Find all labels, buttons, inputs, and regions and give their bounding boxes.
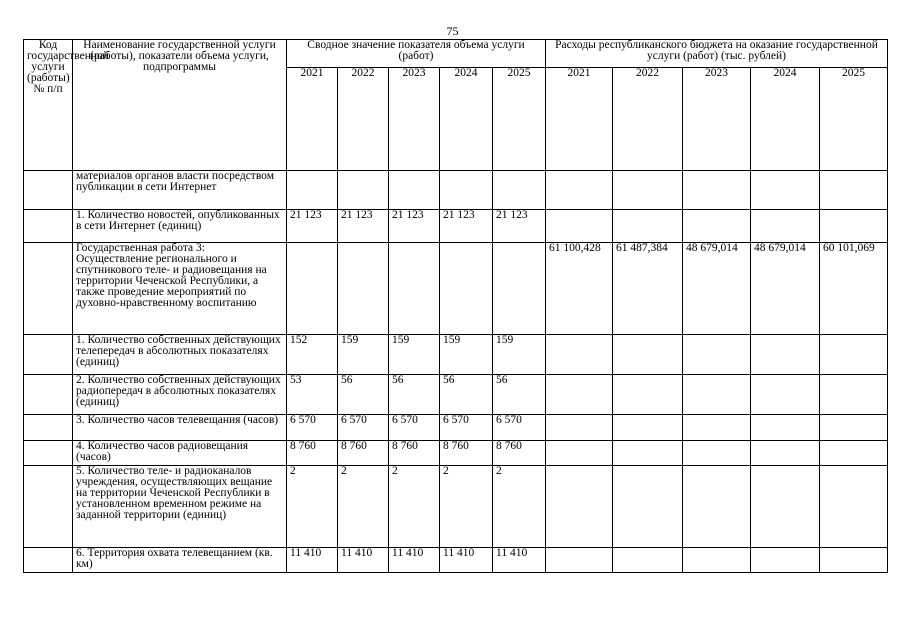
volume-value-cell: 6 570 — [338, 415, 389, 441]
header-year: 2023 — [389, 67, 440, 171]
budget-value-cell — [546, 548, 613, 573]
volume-value-cell: 8 760 — [389, 440, 440, 466]
volume-value-cell — [493, 242, 546, 334]
volume-value-cell: 8 760 — [440, 440, 493, 466]
budget-value-cell — [546, 171, 613, 210]
table-row — [24, 210, 888, 243]
row-code-cell — [24, 548, 73, 573]
volume-value-cell — [338, 171, 389, 210]
services-table — [23, 39, 888, 573]
budget-value-cell — [613, 210, 683, 243]
row-code-cell — [24, 210, 73, 243]
budget-value-cell: 61 487,384 — [613, 242, 683, 334]
volume-value-cell: 6 570 — [440, 415, 493, 441]
row-code-cell — [24, 466, 73, 548]
volume-value-cell — [389, 242, 440, 334]
budget-value-cell — [683, 171, 751, 210]
budget-value-cell: 48 679,014 — [683, 242, 751, 334]
volume-value-cell: 56 — [338, 375, 389, 415]
header-year: 2024 — [751, 67, 820, 171]
header-code: Код государственной услуги (работы) № п/п — [24, 40, 73, 171]
volume-value-cell: 8 760 — [287, 440, 338, 466]
budget-value-cell — [546, 415, 613, 441]
budget-value-cell — [683, 440, 751, 466]
budget-value-cell — [683, 210, 751, 243]
budget-value-cell — [613, 171, 683, 210]
volume-value-cell — [287, 171, 338, 210]
budget-value-cell — [546, 466, 613, 548]
volume-value-cell: 11 410 — [493, 548, 546, 573]
header-year: 2025 — [493, 67, 546, 171]
row-name-cell: 6. Территория охвата телевещанием (кв. км) — [73, 548, 287, 573]
budget-value-cell — [820, 466, 888, 548]
volume-value-cell: 152 — [287, 335, 338, 375]
budget-value-cell — [751, 440, 820, 466]
volume-value-cell: 53 — [287, 375, 338, 415]
header-year: 2024 — [440, 67, 493, 171]
volume-value-cell: 8 760 — [338, 440, 389, 466]
volume-value-cell: 11 410 — [389, 548, 440, 573]
row-name-cell: Государственная работа 3: Осуществление регионального и спутникового теле- и радиовещания на территории Чеченской Республики, а также проведение мероприятий по духовно-нравственному воспитанию — [73, 242, 287, 334]
volume-value-cell: 2 — [338, 466, 389, 548]
volume-value-cell: 2 — [493, 466, 546, 548]
volume-value-cell: 8 760 — [493, 440, 546, 466]
header-name: Наименование государственной услуги (работы), показатели объема услуги, подпрограммы — [73, 40, 287, 171]
row-code-cell — [24, 415, 73, 441]
table-row — [24, 171, 888, 210]
table-row — [24, 548, 888, 573]
volume-value-cell: 21 123 — [287, 210, 338, 243]
volume-value-cell: 2 — [287, 466, 338, 548]
budget-value-cell — [820, 210, 888, 243]
table-row — [24, 440, 888, 466]
budget-value-cell — [613, 415, 683, 441]
row-code-cell — [24, 171, 73, 210]
header-year: 2022 — [338, 67, 389, 171]
row-code-cell — [24, 242, 73, 334]
budget-value-cell — [820, 171, 888, 210]
budget-value-cell — [546, 210, 613, 243]
volume-value-cell: 2 — [440, 466, 493, 548]
volume-value-cell: 2 — [389, 466, 440, 548]
budget-value-cell: 61 100,428 — [546, 242, 613, 334]
header-year: 2021 — [287, 67, 338, 171]
budget-value-cell — [751, 415, 820, 441]
volume-value-cell: 11 410 — [338, 548, 389, 573]
row-name-cell: материалов органов власти посредством публикации в сети Интернет — [73, 171, 287, 210]
table-row — [24, 242, 888, 334]
row-code-cell — [24, 440, 73, 466]
row-code-cell — [24, 335, 73, 375]
budget-value-cell — [683, 415, 751, 441]
row-name-cell: 1. Количество собственных действующих телепередач в абсолютных показателях (единиц) — [73, 335, 287, 375]
volume-value-cell: 11 410 — [440, 548, 493, 573]
header-year: 2025 — [820, 67, 888, 171]
row-name-cell: 5. Количество теле- и радиоканалов учреждения, осуществляющих вещание на территории Чеченской Республики в установленном временном режиме на заданной территории (единиц) — [73, 466, 287, 548]
volume-value-cell: 159 — [389, 335, 440, 375]
row-name-cell: 4. Количество часов радиовещания (часов) — [73, 440, 287, 466]
row-name-cell: 3. Количество часов телевещания (часов) — [73, 415, 287, 441]
volume-value-cell — [338, 242, 389, 334]
header-year: 2023 — [683, 67, 751, 171]
header-volume-group: Сводное значение показателя объема услуги (работ) — [287, 40, 546, 68]
volume-value-cell: 56 — [493, 375, 546, 415]
budget-value-cell — [751, 375, 820, 415]
budget-value-cell — [546, 375, 613, 415]
budget-value-cell — [751, 210, 820, 243]
header-budget-group: Расходы республиканского бюджета на оказание государственной услуги (работ) (тыс. рублей) — [546, 40, 888, 68]
budget-value-cell — [546, 335, 613, 375]
volume-value-cell: 21 123 — [389, 210, 440, 243]
table-row — [24, 335, 888, 375]
budget-value-cell — [751, 335, 820, 375]
volume-value-cell: 159 — [493, 335, 546, 375]
volume-value-cell — [389, 171, 440, 210]
volume-value-cell: 56 — [440, 375, 493, 415]
volume-value-cell — [493, 171, 546, 210]
volume-value-cell: 6 570 — [493, 415, 546, 441]
header-row-groups — [24, 40, 888, 68]
budget-value-cell — [820, 440, 888, 466]
budget-value-cell — [683, 548, 751, 573]
volume-value-cell: 6 570 — [287, 415, 338, 441]
budget-value-cell — [820, 375, 888, 415]
row-name-cell: 1. Количество новостей, опубликованных в сети Интернет (единиц) — [73, 210, 287, 243]
budget-value-cell: 60 101,069 — [820, 242, 888, 334]
volume-value-cell: 21 123 — [493, 210, 546, 243]
row-name-cell: 2. Количество собственных действующих радиопередач в абсолютных показателях (единиц) — [73, 375, 287, 415]
table-row — [24, 466, 888, 548]
header-year: 2021 — [546, 67, 613, 171]
budget-value-cell — [613, 548, 683, 573]
budget-value-cell — [683, 335, 751, 375]
budget-value-cell — [613, 466, 683, 548]
volume-value-cell — [440, 242, 493, 334]
budget-value-cell — [613, 440, 683, 466]
volume-value-cell: 6 570 — [389, 415, 440, 441]
budget-value-cell — [751, 171, 820, 210]
volume-value-cell: 11 410 — [287, 548, 338, 573]
volume-value-cell — [287, 242, 338, 334]
budget-value-cell — [683, 375, 751, 415]
volume-value-cell: 159 — [440, 335, 493, 375]
budget-value-cell — [546, 440, 613, 466]
budget-value-cell — [751, 466, 820, 548]
budget-value-cell — [820, 548, 888, 573]
budget-value-cell — [820, 335, 888, 375]
budget-value-cell: 48 679,014 — [751, 242, 820, 334]
volume-value-cell — [440, 171, 493, 210]
volume-value-cell: 21 123 — [338, 210, 389, 243]
volume-value-cell: 56 — [389, 375, 440, 415]
budget-value-cell — [820, 415, 888, 441]
budget-value-cell — [683, 466, 751, 548]
budget-value-cell — [751, 548, 820, 573]
budget-value-cell — [613, 375, 683, 415]
header-year: 2022 — [613, 67, 683, 171]
volume-value-cell: 21 123 — [440, 210, 493, 243]
budget-value-cell — [613, 335, 683, 375]
table-row — [24, 415, 888, 441]
page-number: 75 — [446, 24, 459, 38]
table-row — [24, 375, 888, 415]
row-code-cell — [24, 375, 73, 415]
volume-value-cell: 159 — [338, 335, 389, 375]
